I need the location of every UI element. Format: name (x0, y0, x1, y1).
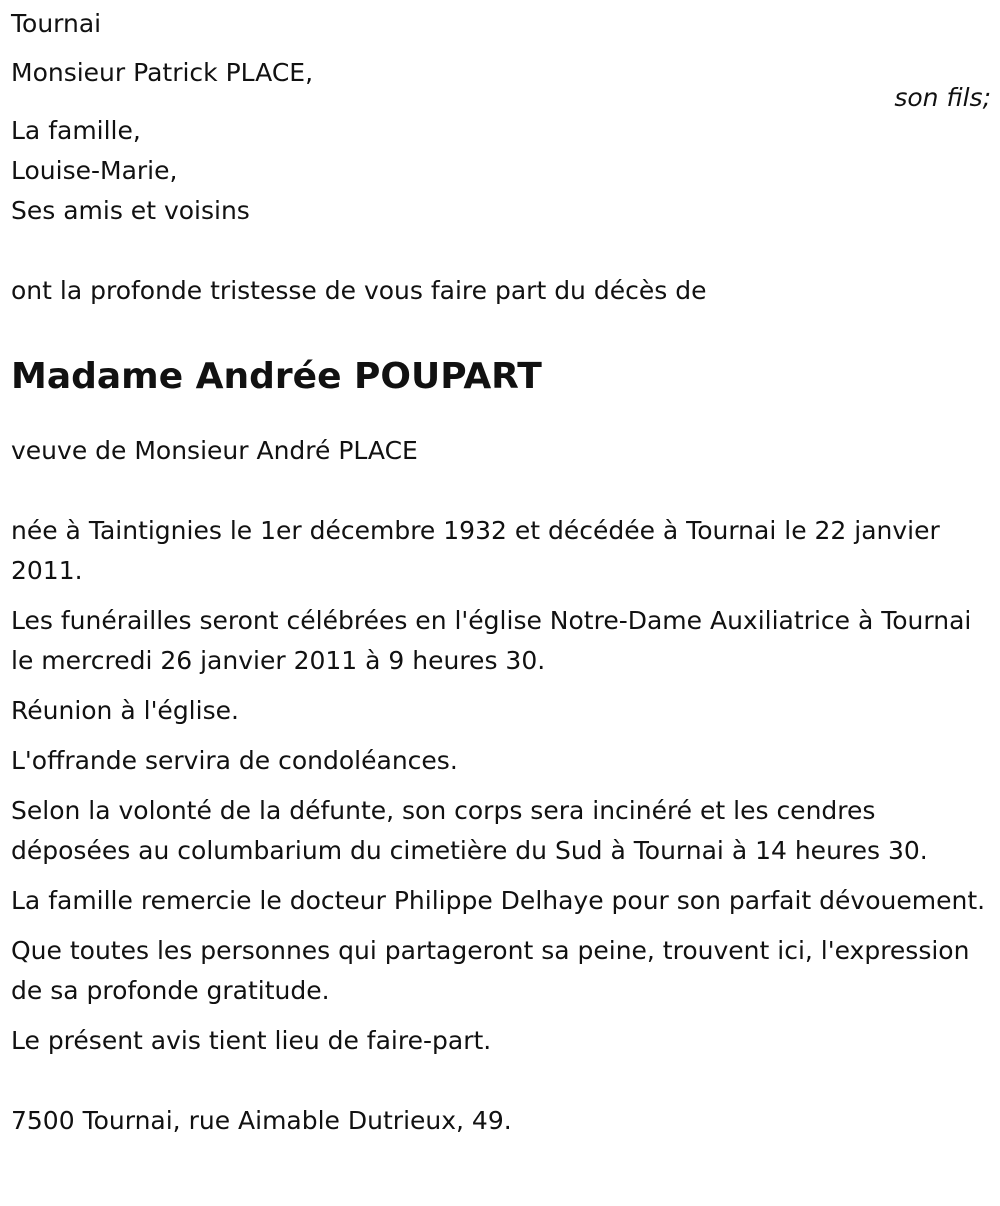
meeting-paragraph: Réunion à l'église. (11, 696, 239, 725)
birth-death-paragraph: née à Taintignies le 1er décembre 1932 et décédée à Tournai le 22 janvier 2011. (11, 516, 940, 585)
family-line: Ses amis et voisins (11, 196, 250, 225)
deceased-name: Madame Andrée POUPART (11, 356, 542, 397)
notice-note-paragraph: Le présent avis tient lieu de faire-part. (11, 1026, 492, 1055)
obituary-notice (11, 4, 991, 1141)
widow-of-line: veuve de Monsieur André PLACE (11, 436, 418, 465)
family-list (11, 111, 991, 231)
son-name: Monsieur Patrick PLACE, (11, 58, 314, 87)
family-line: La famille, (11, 116, 141, 145)
son-role: son fils; (894, 83, 991, 112)
announcement-intro: ont la profonde tristesse de vous faire part du décès de (11, 276, 707, 305)
thanks-doctor-paragraph: La famille remercie le docteur Philippe Delhaye pour son parfait dévouement. (11, 886, 986, 915)
notice-body (11, 511, 991, 1061)
son-entry (11, 53, 991, 112)
cremation-paragraph: Selon la volonté de la défunte, son corps sera incinéré et les cendres déposées au columbarium du cimetière du Sud à Tournai à 14 heures 30. (11, 796, 928, 865)
address-line: 7500 Tournai, rue Aimable Dutrieux, 49. (11, 1106, 512, 1135)
family-line: Louise-Marie, (11, 156, 178, 185)
gratitude-paragraph: Que toutes les personnes qui partageront sa peine, trouvent ici, l'expression de sa profonde gratitude. (11, 936, 970, 1005)
funeral-paragraph: Les funérailles seront célébrées en l'église Notre-Dame Auxiliatrice à Tournai le mercredi 26 janvier 2011 à 9 heures 30. (11, 606, 972, 675)
offering-paragraph: L'offrande servira de condoléances. (11, 746, 458, 775)
city-heading: Tournai (11, 9, 102, 38)
